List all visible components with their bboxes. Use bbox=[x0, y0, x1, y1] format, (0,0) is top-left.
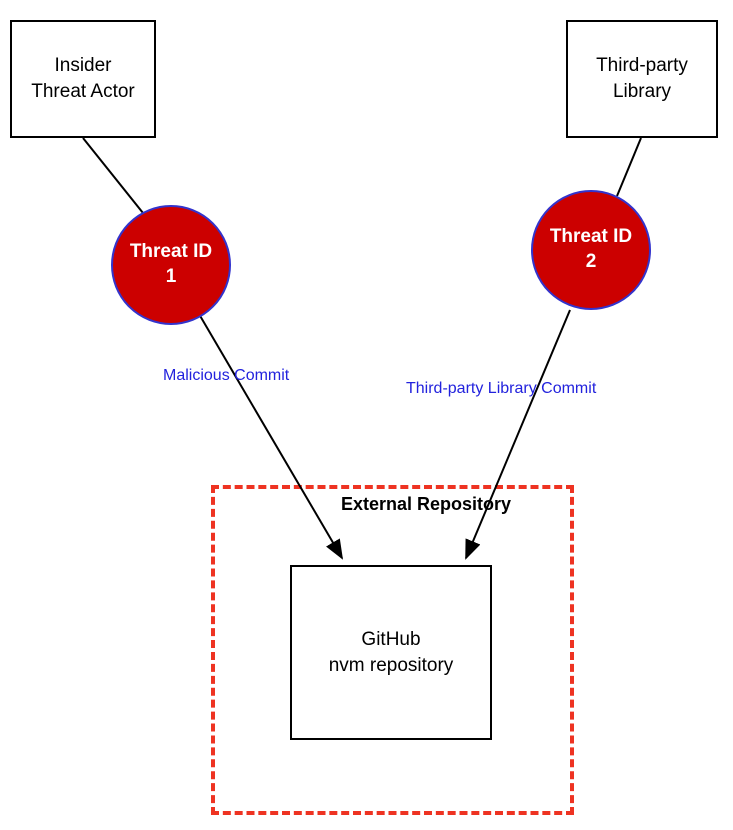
node-insider-threat-actor-label bbox=[31, 53, 135, 104]
edge-line-thirdparty-to-threat2 bbox=[617, 138, 641, 196]
node-threat-id-1-label bbox=[130, 240, 212, 289]
node-threat-id-1-line2: 1 bbox=[165, 266, 177, 287]
node-third-party-library-line1: Third-party bbox=[596, 55, 688, 77]
node-threat-id-2[interactable] bbox=[531, 190, 651, 310]
node-third-party-library-label bbox=[596, 53, 688, 104]
edge-label-third-party-library-commit: Third-party Library Commit bbox=[406, 380, 597, 397]
group-external-repository-label: External Repository bbox=[341, 494, 512, 514]
node-threat-id-1[interactable] bbox=[111, 205, 231, 325]
node-threat-id-2-line1: Threat ID bbox=[549, 226, 633, 248]
node-insider-threat-actor[interactable] bbox=[10, 20, 156, 138]
node-third-party-library-line2: Library bbox=[612, 81, 672, 102]
node-insider-threat-actor-line2: Threat Actor bbox=[31, 81, 135, 102]
edge-line-threat2-to-repo bbox=[466, 310, 570, 558]
edge-label-malicious-commit: Malicious Commit bbox=[163, 367, 290, 384]
node-insider-threat-actor-line1: Insider bbox=[54, 55, 112, 77]
edge-line-threat1-to-repo bbox=[199, 314, 342, 558]
node-threat-id-1-line1: Threat ID bbox=[129, 241, 213, 263]
node-github-nvm-repository-line1: GitHub bbox=[361, 628, 421, 650]
node-github-nvm-repository-line2: nvm repository bbox=[328, 654, 454, 676]
node-threat-id-2-label bbox=[550, 225, 632, 274]
node-threat-id-2-line2: 2 bbox=[585, 251, 597, 272]
edge-line-insider-to-threat1 bbox=[83, 138, 147, 218]
node-github-nvm-repository-label bbox=[329, 627, 454, 678]
node-third-party-library[interactable] bbox=[566, 20, 718, 138]
node-github-nvm-repository[interactable] bbox=[290, 565, 492, 740]
